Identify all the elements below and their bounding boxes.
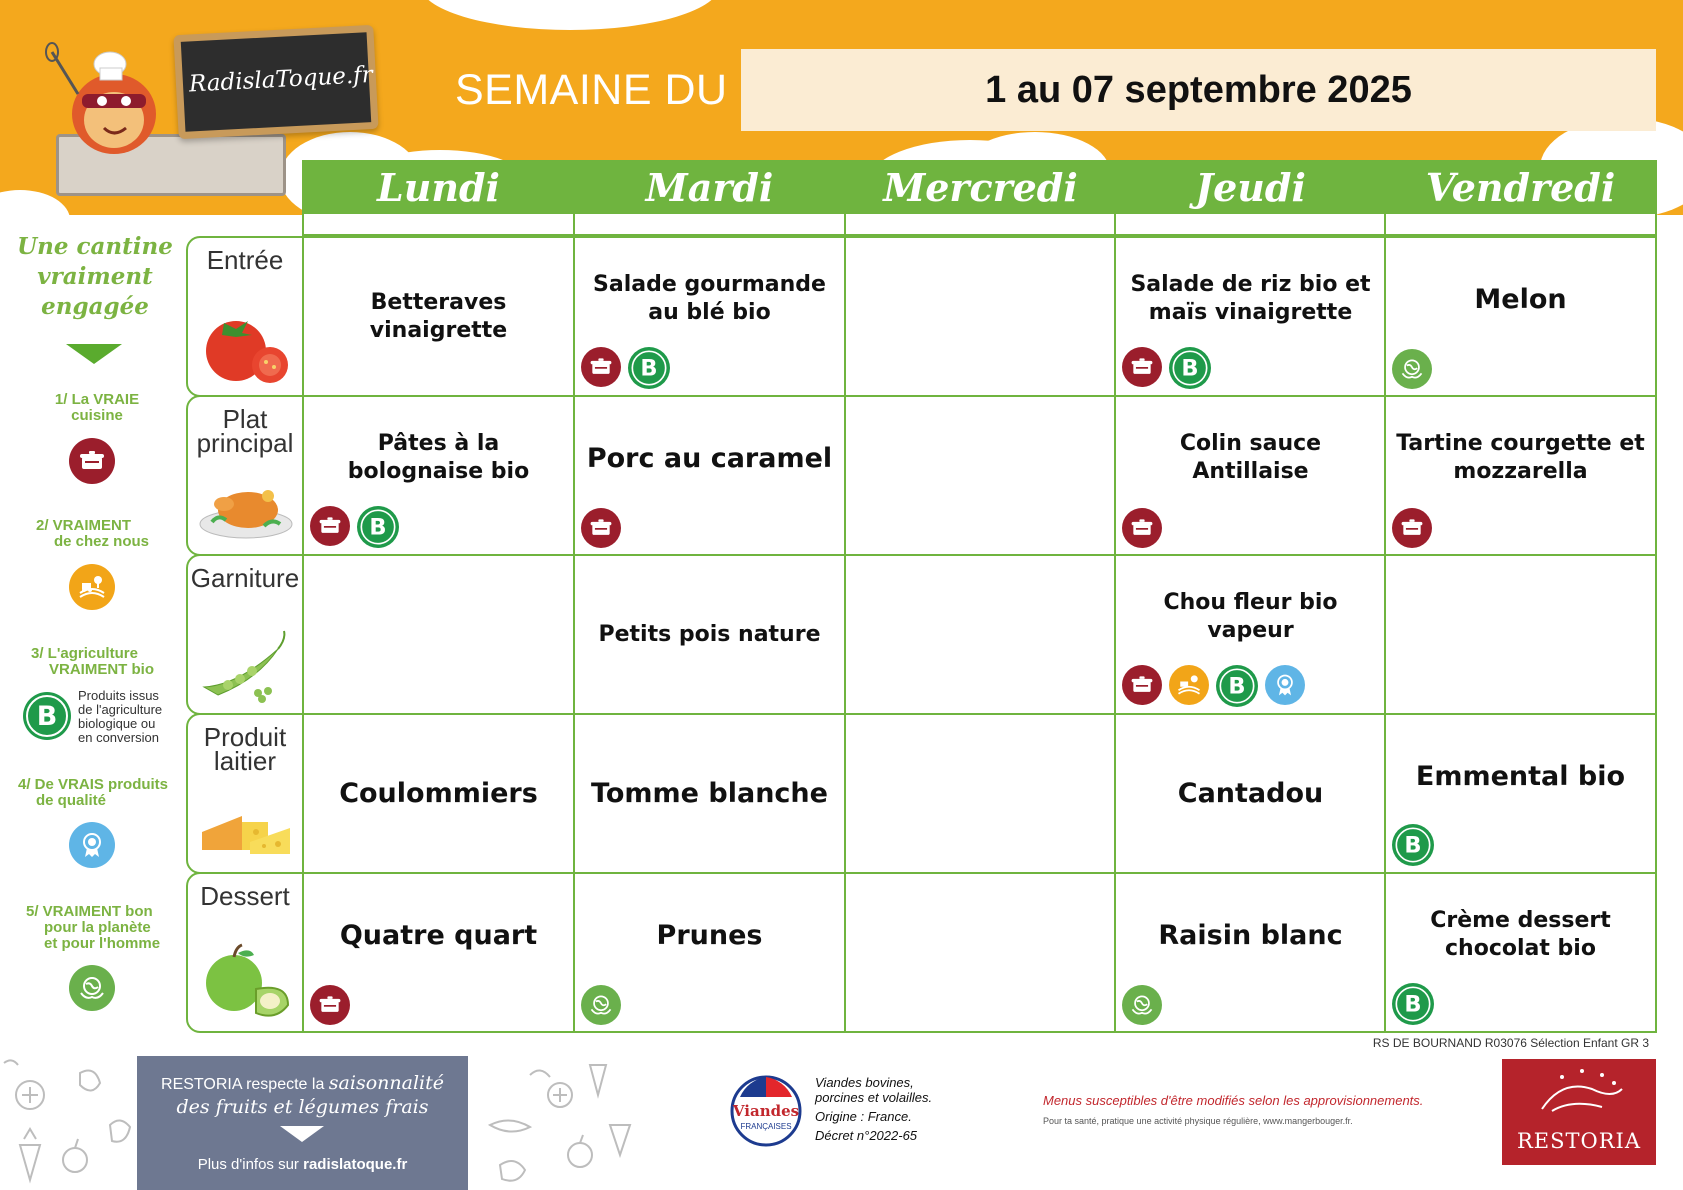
planet-hands-icon xyxy=(1122,985,1162,1025)
restoria-emblem-icon xyxy=(1502,1059,1656,1129)
dish-name: Porc au caramel xyxy=(586,442,833,474)
day-header-mercredi: Mercredi xyxy=(844,160,1117,214)
label-badges xyxy=(1122,665,1305,707)
legend-item-4-label xyxy=(18,777,178,809)
category-label-line: Produit xyxy=(203,722,287,752)
menu-cell-mercredi-peas xyxy=(844,554,1117,715)
day-header-jeudi: Jeudi xyxy=(1114,160,1387,214)
menu-cell-lundi-roast-chicken xyxy=(302,395,575,556)
menu-cell-lundi-cheese xyxy=(302,713,575,874)
dish-name: Crème dessert chocolat bio xyxy=(1430,908,1611,961)
legend-line: 3/ L'agriculture xyxy=(31,645,138,662)
vegetable-doodles-left xyxy=(0,1055,140,1190)
seasonality-line-2: des fruits et légumes frais xyxy=(176,1096,429,1118)
apple-illustration xyxy=(198,943,294,1021)
menu-reference: RS DE BOURNAND R03076 Sélection Enfant GR 3 xyxy=(1372,1036,1649,1050)
radislatoque-logo[interactable] xyxy=(173,25,378,139)
dish-name xyxy=(852,238,1109,395)
svg-text:B: B xyxy=(1404,991,1422,1018)
category-roast-chicken xyxy=(186,395,304,556)
menu-cell-jeudi-cheese xyxy=(1114,713,1387,874)
planet-hands-icon xyxy=(1392,349,1432,389)
note-line: Produits issus xyxy=(78,688,159,703)
cooking-pot-icon xyxy=(1122,347,1162,387)
local-farm-icon xyxy=(1169,665,1209,705)
legend-line: cuisine xyxy=(71,407,123,424)
label-badges xyxy=(1392,824,1434,866)
week-date-range: 1 au 07 septembre 2025 xyxy=(741,49,1656,131)
dish-name xyxy=(852,397,1109,554)
label-badges xyxy=(581,985,621,1025)
day-subheader xyxy=(1114,214,1387,236)
legend-line: 1/ La VRAIE xyxy=(54,391,140,408)
note-line: de l'agriculture xyxy=(78,702,163,717)
note-line: en conversion xyxy=(78,730,159,745)
tagline-line: Une cantine xyxy=(17,233,173,260)
legend-line: VRAIMENT bio xyxy=(49,661,154,678)
meat-origin-line: porcines et volailles. xyxy=(815,1090,933,1105)
category-label-line: laitier xyxy=(213,746,277,776)
menu-cell-mardi-apple xyxy=(573,872,846,1033)
cooking-pot-icon xyxy=(581,347,621,387)
peas-illustration xyxy=(198,625,294,703)
dish-name: Coulommiers xyxy=(339,778,538,809)
cooking-pot-icon xyxy=(1122,665,1162,705)
dish-name xyxy=(852,715,1109,872)
organic-b-icon xyxy=(1392,824,1434,866)
cheese-illustration xyxy=(198,784,294,862)
cooking-pot-icon xyxy=(69,438,115,484)
svg-text:B: B xyxy=(369,514,387,541)
dish-name: Chou fleur bio vapeur xyxy=(1163,590,1338,643)
dish-name: Quatre quart xyxy=(339,919,538,951)
category-label xyxy=(188,722,302,776)
dish-name: Pâtes à la bolognaise bio xyxy=(347,431,530,484)
category-label-line: principal xyxy=(196,428,294,458)
legend-line: 4/ De VRAIS produits xyxy=(18,776,169,793)
seasonality-banner xyxy=(137,1056,468,1190)
organic-note xyxy=(78,689,162,745)
radislatoque-link[interactable]: radislatoque.fr xyxy=(303,1156,408,1173)
dish-name: Tartine courgette et mozzarella xyxy=(1396,431,1645,484)
label-badges xyxy=(1122,985,1162,1025)
category-label-line: Dessert xyxy=(200,881,290,911)
down-arrow-icon xyxy=(66,344,122,364)
menu-cell-mardi-tomato xyxy=(573,236,846,397)
menu-cell-mardi-roast-chicken xyxy=(573,395,846,556)
dish-name: Emmental bio xyxy=(1415,760,1626,792)
day-subheader xyxy=(573,214,846,236)
category-peas xyxy=(186,554,304,715)
tagline-line: engagée xyxy=(41,293,149,320)
menu-cell-vendredi-peas xyxy=(1384,554,1657,715)
category-label-line: Garniture xyxy=(190,563,300,593)
planet-hands-icon xyxy=(581,985,621,1025)
tomato-illustration xyxy=(198,307,294,385)
dish-name: Petits pois nature xyxy=(598,621,821,647)
planet-hands-icon xyxy=(69,965,115,1011)
organic-b-icon xyxy=(1392,983,1434,1025)
label-badges xyxy=(1392,983,1434,1025)
local-farm-icon xyxy=(69,564,115,610)
category-label xyxy=(188,245,302,275)
header-cloud-decoration xyxy=(420,0,720,30)
menu-cell-vendredi-cheese xyxy=(1384,713,1657,874)
category-cheese xyxy=(186,713,304,874)
svg-text:B: B xyxy=(1404,832,1422,859)
dish-name: Tomme blanche xyxy=(591,778,828,809)
dish-name xyxy=(852,556,1109,713)
legend-line: 2/ VRAIMENT xyxy=(36,517,132,534)
svg-text:B: B xyxy=(640,355,658,382)
legend-line: de qualité xyxy=(36,792,107,809)
menu-cell-jeudi-peas xyxy=(1114,554,1387,715)
quality-ribbon-icon xyxy=(69,822,115,868)
logo-text: RadislaToque.fr xyxy=(188,61,374,98)
label-badges xyxy=(581,508,621,548)
day-header-vendredi: Vendredi xyxy=(1384,160,1657,214)
more-info-prefix: Plus d'infos sur xyxy=(197,1156,299,1173)
viandes-logo-word: Viandes xyxy=(732,1102,800,1120)
organic-b-icon xyxy=(1216,665,1258,707)
vegetable-doodles-right xyxy=(470,1055,632,1190)
dish-name: Cantadou xyxy=(1177,778,1324,809)
menu-cell-vendredi-roast-chicken xyxy=(1384,395,1657,556)
legend-item-2-label xyxy=(36,518,156,550)
legend-item-3-label xyxy=(31,646,161,678)
menu-cell-mercredi-tomato xyxy=(844,236,1117,397)
category-label-line: Entrée xyxy=(206,245,284,275)
restoria-logo xyxy=(1502,1059,1656,1165)
label-badges xyxy=(1122,508,1162,548)
dish-name xyxy=(852,874,1109,1031)
menu-cell-lundi-tomato xyxy=(302,236,575,397)
note-line: biologique ou xyxy=(78,716,156,731)
menu-cell-mercredi-apple xyxy=(844,872,1117,1033)
seasonality-word: saisonnalité xyxy=(328,1072,444,1094)
day-subheader xyxy=(844,214,1117,236)
menu-cell-vendredi-apple xyxy=(1384,872,1657,1033)
dish-name: Salade gourmande au blé bio xyxy=(593,272,826,325)
legend-line: 5/ VRAIMENT bon xyxy=(26,903,153,920)
cooking-pot-icon xyxy=(581,508,621,548)
francaises-logo-word: FRANÇAISES xyxy=(740,1122,792,1131)
dish-name: Prunes xyxy=(656,919,763,951)
label-badges xyxy=(1392,508,1432,548)
category-label xyxy=(188,881,302,911)
legend-item-5-label xyxy=(26,904,166,952)
category-label xyxy=(188,563,302,593)
category-label xyxy=(188,404,302,458)
quality-ribbon-icon xyxy=(1265,665,1305,705)
legend-tagline xyxy=(14,232,176,322)
organic-b-icon xyxy=(357,506,399,548)
menu-cell-mardi-cheese xyxy=(573,713,846,874)
radis-mascot-illustration xyxy=(44,42,172,160)
meat-origin-line: Décret n°2022-65 xyxy=(815,1128,918,1143)
label-badges xyxy=(1392,349,1432,389)
dish-name: Betteraves vinaigrette xyxy=(369,289,508,343)
menu-cell-jeudi-tomato xyxy=(1114,236,1387,397)
cooking-pot-icon xyxy=(1122,508,1162,548)
menu-cell-lundi-apple xyxy=(302,872,575,1033)
meat-origin-line: Origine : France. xyxy=(815,1109,912,1124)
dish-name: Melon xyxy=(1474,283,1567,315)
dish-name xyxy=(1392,556,1649,713)
organic-b-icon xyxy=(1169,347,1211,389)
menu-cell-mardi-peas xyxy=(573,554,846,715)
health-notice: Pour ta santé, pratique une activité physique régulière, www.mangerbouger.fr. xyxy=(1043,1116,1353,1126)
dish-name: Raisin blanc xyxy=(1158,919,1343,951)
week-label: SEMAINE DU xyxy=(455,66,728,114)
day-header-lundi: Lundi xyxy=(302,160,575,214)
menu-cell-vendredi-tomato xyxy=(1384,236,1657,397)
svg-text:B: B xyxy=(1228,673,1246,700)
dish-name: Colin sauce Antillaise xyxy=(1179,431,1322,484)
meat-origin-note xyxy=(815,1075,932,1143)
label-badges xyxy=(581,347,670,389)
legend-item-1-label xyxy=(52,392,142,424)
roast-chicken-illustration xyxy=(198,466,294,544)
category-apple xyxy=(186,872,304,1033)
day-subheader xyxy=(302,214,575,236)
dish-name xyxy=(310,556,567,713)
category-tomato xyxy=(186,236,304,397)
legend-line: pour la planète xyxy=(44,919,151,936)
menu-cell-lundi-peas xyxy=(302,554,575,715)
category-label-line: Plat xyxy=(222,404,268,434)
tagline-line: vraiment xyxy=(37,263,153,290)
legend-line: de chez nous xyxy=(54,533,150,550)
legend-line: et pour l'homme xyxy=(44,935,161,952)
menu-cell-mercredi-roast-chicken xyxy=(844,395,1117,556)
seasonality-prefix: RESTORIA respecte la xyxy=(161,1076,325,1093)
menu-change-notice: Menus susceptibles d'être modifiés selon les approvisionnements. xyxy=(1043,1093,1424,1108)
label-badges xyxy=(1122,347,1211,389)
cooking-pot-icon xyxy=(310,985,350,1025)
seasonality-line-1 xyxy=(137,1072,468,1094)
svg-text:B: B xyxy=(1181,355,1199,382)
label-badges xyxy=(310,506,399,548)
menu-cell-mercredi-cheese xyxy=(844,713,1117,874)
meat-origin-line: Viandes bovines, xyxy=(815,1075,914,1090)
viandes-francaises-logo xyxy=(730,1075,802,1147)
restoria-logo-word: RESTORIA xyxy=(1516,1129,1642,1153)
svg-text:B: B xyxy=(36,701,58,732)
organic-b-icon xyxy=(23,692,71,740)
menu-cell-jeudi-roast-chicken xyxy=(1114,395,1387,556)
seasonality-line-3 xyxy=(137,1156,468,1173)
down-arrow-icon xyxy=(280,1126,324,1142)
cooking-pot-icon xyxy=(1392,508,1432,548)
day-header-mardi: Mardi xyxy=(573,160,846,214)
organic-b-icon xyxy=(628,347,670,389)
menu-cell-jeudi-apple xyxy=(1114,872,1387,1033)
cooking-pot-icon xyxy=(310,506,350,546)
day-subheader xyxy=(1384,214,1657,236)
dish-name: Salade de riz bio et maïs vinaigrette xyxy=(1130,272,1371,325)
label-badges xyxy=(310,985,350,1025)
